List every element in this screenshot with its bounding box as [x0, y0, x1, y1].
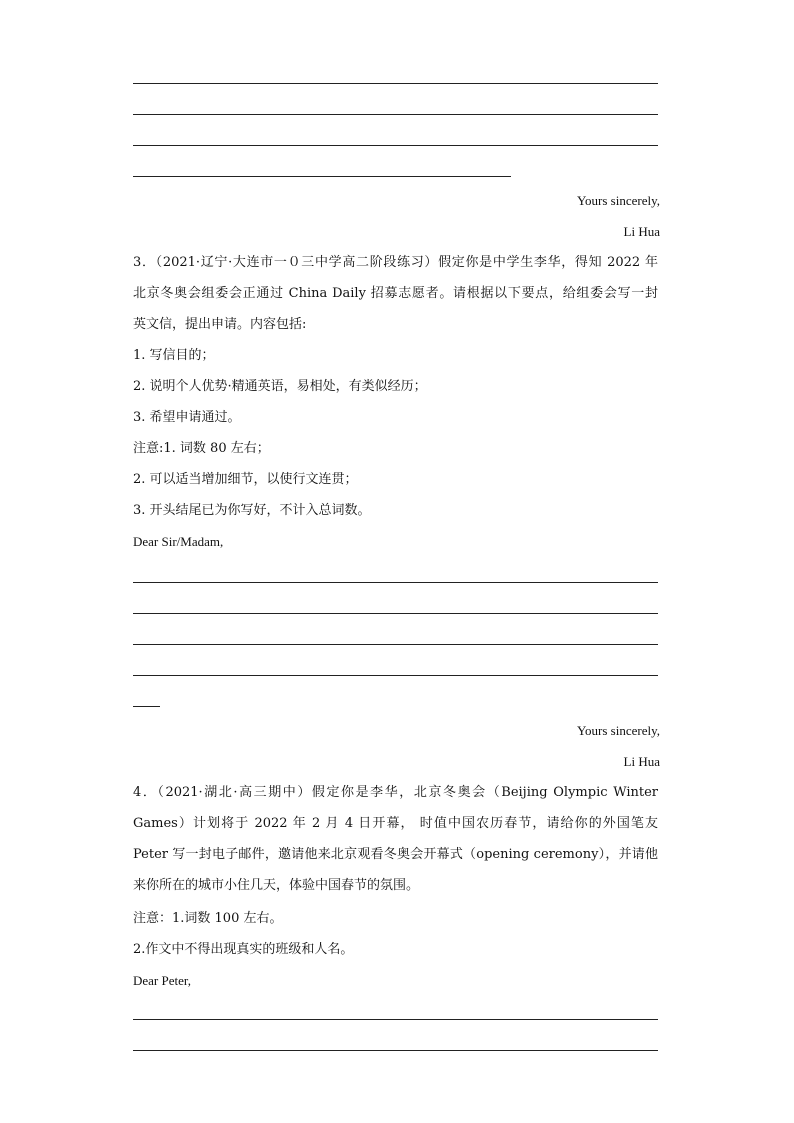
question-4-prompt-line-2: Games）计划将于 2022 年 2 月 4 日开幕， 时值中国农历春节，请给你的外国笔友 [133, 816, 658, 831]
question-3-closing: Yours sincerely, [576, 723, 660, 738]
question-4-prompt-line-3: Peter 写一封电子邮件，邀请他来北京观看冬奥会开幕式（opening ceremony），并请他 [133, 847, 658, 862]
closing: Yours sincerely, [576, 193, 660, 208]
question-4-prompt-line-4: 来你所在的城市小住几天，体验中国春节的氛围。 [133, 878, 420, 893]
answer-line [133, 675, 658, 676]
question-3-point: 1. 写信目的； [133, 348, 215, 363]
answer-line [133, 1050, 658, 1051]
question-4-note: 2.作文中不得出现真实的班级和人名。 [133, 942, 354, 957]
answer-line [133, 145, 658, 146]
question-3-salutation: Dear Sir/Madam, [133, 534, 224, 549]
question-4-salutation: Dear Peter, [133, 973, 191, 988]
answer-line [133, 114, 658, 115]
question-3-point: 2. 说明个人优势·精通英语，易相处，有类似经历； [133, 379, 427, 394]
answer-line [133, 176, 511, 177]
question-3-prompt-line-2: 北京冬奥会组委会正通过 China Daily 招募志愿者。请根据以下要点，给组委会写一封 [133, 286, 658, 301]
answer-line [133, 706, 160, 707]
question-3-prompt-line-1: 3．（2021·辽宁·大连市一０三中学高二阶段练习）假定你是中学生李华，得知 2022 年 [133, 255, 658, 270]
question-3-signature: Li Hua [623, 754, 660, 769]
question-3-prompt-line-3: 英文信，提出申请。内容包括: [133, 317, 307, 332]
answer-line [133, 1019, 658, 1020]
question-3-note: 2. 可以适当增加细节，以使行文连贯； [133, 472, 358, 487]
question-3-note: 3. 开头结尾已为你写好，不计入总词数。 [133, 503, 371, 518]
question-3-note: 注意:1. 词数 80 左右； [133, 441, 270, 456]
question-4-note: 注意：1.词数 100 左右。 [133, 911, 283, 926]
answer-line [133, 613, 658, 614]
answer-line [133, 83, 658, 84]
signature: Li Hua [623, 224, 660, 239]
question-4-prompt-line-1: 4．（2021·湖北·高三期中）假定你是李华，北京冬奥会（Beijing Olympic Winter [133, 785, 658, 800]
answer-line [133, 644, 658, 645]
question-3-point: 3. 希望申请通过。 [133, 410, 241, 425]
answer-line [133, 582, 658, 583]
